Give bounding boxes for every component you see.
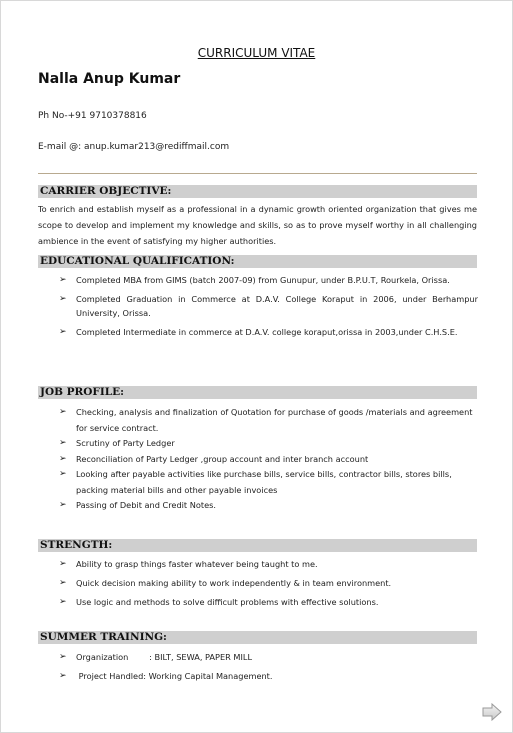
list-item: ➢ Completed MBA from GIMS (batch 2007-09) from Gunupur, under B.P.U.T, Rourkela, Orissa. [59,275,450,285]
arrow-bullet-icon: ➢ [59,294,67,304]
section-heading: STRENGTH: [40,539,113,551]
section-heading: SUMMER TRAINING: [40,631,167,643]
list-item: ➢ Completed Intermediate in commerce at D.A.V. college koraput,orissa in 2003,under C.H.S.E. [59,327,458,337]
arrow-bullet-icon: ➢ [59,407,67,417]
arrow-bullet-icon: ➢ [59,652,67,662]
summer-training-list [59,648,478,686]
arrow-bullet-icon: ➢ [59,438,67,448]
list-item: ➢ Checking, analysis and finalization of Quotation for purchase of goods /materials and agreement for service contract. [59,407,473,433]
list-item: ➢ Completed Graduation in Commerce at D.A.V. College Koraput in 2006, under Berhampur University, Orissa. [59,294,478,318]
section-heading: JOB PROFILE: [40,386,125,398]
arrow-bullet-icon: ➢ [59,327,67,337]
list-item: ➢ Quick decision making ability to work independently & in team environment. [59,574,478,593]
email-address: E-mail @: anup.kumar213@rediffmail.com [38,142,230,152]
section-career-objective [38,185,477,198]
career-objective-text: To enrich and establish myself as a professional in a dynamic growth oriented organization that gives me scope to develop and implement my knowledge and skills, so as to prove myself worthy in all challenging ambience in the event of satisfying my higher authorities. [38,204,477,246]
arrow-bullet-icon: ➢ [59,671,67,681]
section-heading: CARRIER OBJECTIVE: [40,185,172,197]
list-item: ➢ Organization : BILT, SEWA, PAPER MILL [59,648,478,667]
list-item: ➢ Passing of Debit and Credit Notes. [59,498,478,514]
arrow-bullet-icon: ➢ [59,275,67,285]
list-item: ➢ Ability to grasp things faster whatever being taught to me. [59,555,478,574]
document-title: CURRICULUM VITAE [197,46,316,60]
section-education [38,255,477,268]
arrow-bullet-icon: ➢ [59,578,67,588]
strength-list [59,555,478,612]
list-item: ➢ Project Handled: Working Capital Management. [59,667,478,686]
phone-number: Ph No-+91 9710378816 [38,111,147,121]
arrow-bullet-icon: ➢ [59,500,67,510]
section-job-profile [38,386,477,399]
job-profile-list [59,405,478,514]
list-item: ➢ Looking after payable activities like purchase bills, service bills, contractor bills, stores bills, packing material bills and other payable invoices [59,469,452,495]
list-item: ➢ Scrutiny of Party Ledger [59,436,478,452]
list-item: ➢ Reconciliation of Party Ledger ,group account and inter branch account [59,452,478,468]
arrow-bullet-icon: ➢ [59,469,67,479]
arrow-bullet-icon: ➢ [59,559,67,569]
arrow-bullet-icon: ➢ [59,453,67,464]
next-page-arrow-icon[interactable] [482,703,502,721]
list-item: ➢ Use logic and methods to solve difficult problems with effective solutions. [59,593,478,612]
header-divider [38,173,477,174]
section-heading: EDUCATIONAL QUALIFICATION: [40,255,235,267]
section-summer-training [38,631,477,644]
candidate-name: Nalla Anup Kumar [38,71,181,87]
section-strength [38,539,477,552]
arrow-bullet-icon: ➢ [59,597,67,607]
education-list [59,273,478,344]
